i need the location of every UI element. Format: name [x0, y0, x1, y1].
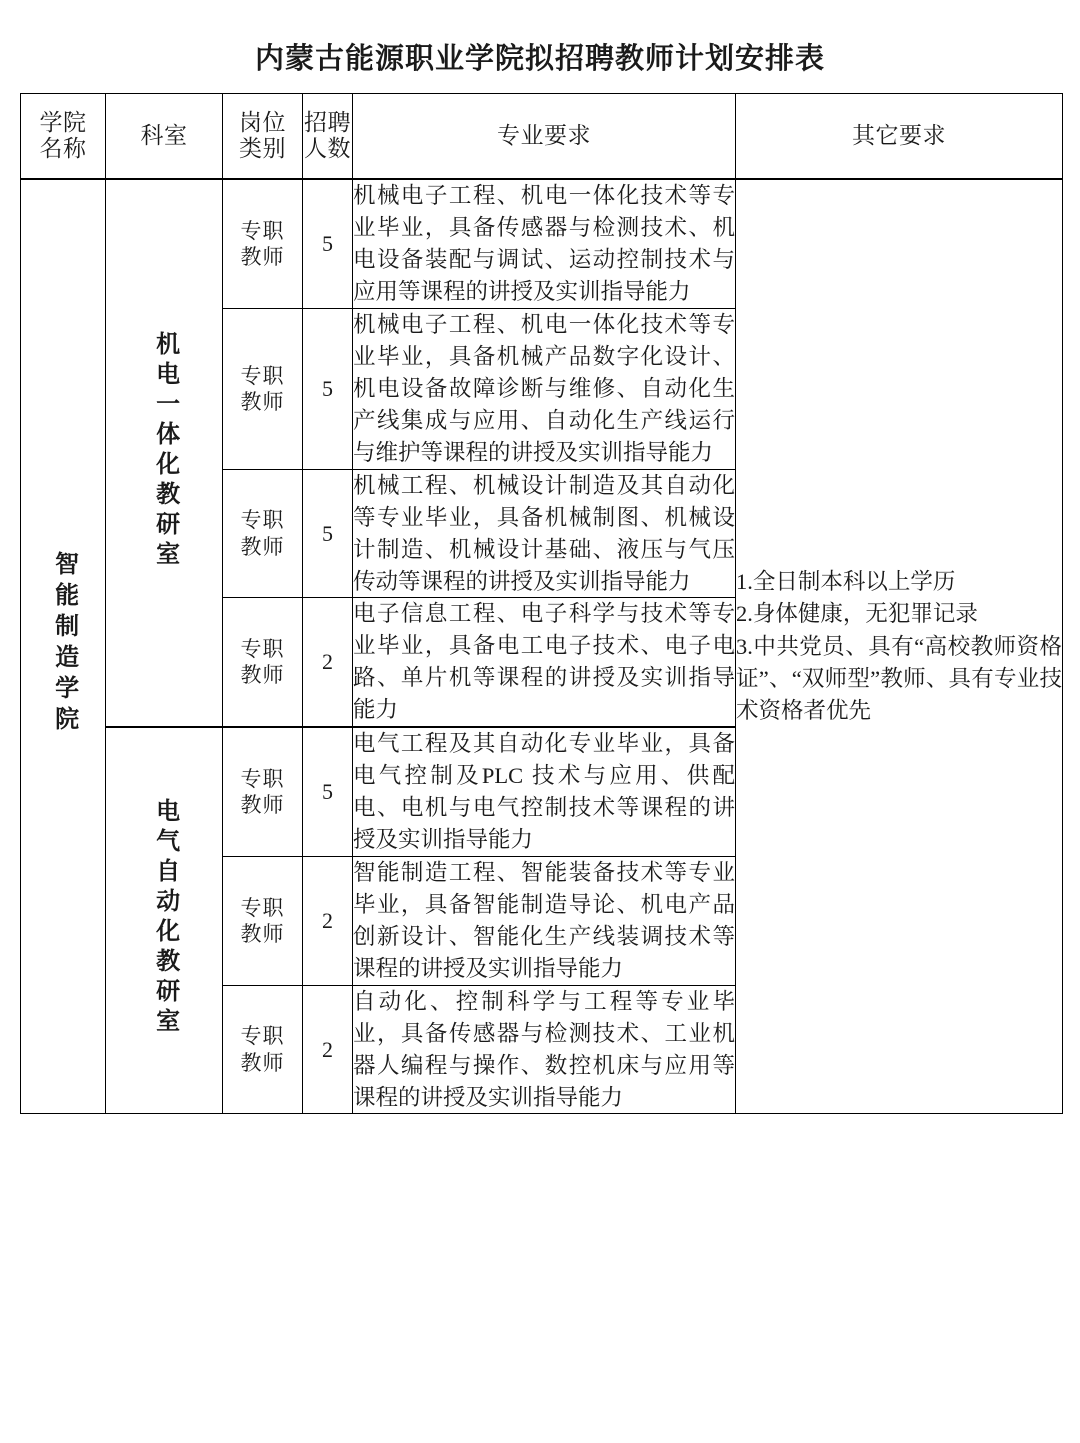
column-header-post-type	[223, 93, 303, 179]
cell-major-requirement: 机械工程、机械设计制造及其自动化等专业毕业，具备机械制图、机械设计制造、机械设计基础、液压与气压传动等课程的讲授及实训指导能力	[353, 469, 736, 598]
cell-post-type	[223, 309, 303, 470]
department-name-vertical-text: 电气自动化教研室	[151, 798, 178, 1039]
cell-post-type	[223, 598, 303, 727]
cell-other-requirement	[736, 179, 1063, 1114]
column-header-post-type-line2: 类别	[239, 136, 286, 162]
cell-post-type	[223, 727, 303, 856]
post-type-line2: 教师	[240, 921, 285, 946]
other-requirement-item-3: 3.中共党员、具有“高校教师资格证”、“双师型”教师、具有专业技术资格者优先	[736, 633, 1062, 724]
cell-headcount: 5	[303, 469, 353, 598]
post-type-line2: 教师	[240, 245, 285, 270]
post-type-line1: 专职	[240, 766, 285, 791]
column-header-department: 科室	[106, 93, 223, 179]
column-header-college	[21, 93, 106, 179]
cell-headcount: 2	[303, 856, 353, 985]
cell-department-mechatronics	[106, 179, 223, 727]
post-type-line1: 专职	[240, 895, 285, 920]
recruitment-plan-table-wrapper	[20, 93, 1062, 1115]
column-header-post-type-line1: 岗位	[239, 110, 286, 136]
cell-major-requirement: 智能制造工程、智能装备技术等专业毕业，具备智能制造导论、机电产品创新设计、智能化生产线装调技术等课程的讲授及实训指导能力	[353, 856, 736, 985]
post-type-line1: 专职	[240, 508, 285, 533]
cell-post-type	[223, 856, 303, 985]
post-type-line1: 专职	[240, 363, 285, 388]
other-requirement-item-1: 1.全日制本科以上学历	[736, 568, 956, 594]
recruitment-plan-table	[20, 93, 1063, 1115]
post-type-line2: 教师	[240, 389, 285, 414]
post-type-line1: 专职	[240, 1024, 285, 1049]
column-header-other-requirement: 其它要求	[736, 93, 1063, 179]
post-type-line1: 专职	[240, 637, 285, 662]
cell-post-type	[223, 985, 303, 1114]
column-header-headcount	[303, 93, 353, 179]
cell-headcount: 5	[303, 309, 353, 470]
other-requirement-item-2: 2.身体健康，无犯罪记录	[736, 601, 978, 627]
column-header-major-requirement: 专业要求	[353, 93, 736, 179]
post-type-line2: 教师	[240, 793, 285, 818]
cell-post-type	[223, 179, 303, 308]
cell-college-name	[21, 179, 106, 1114]
cell-major-requirement: 电气工程及其自动化专业毕业，具备电气控制及PLC 技术与应用、供配电、电机与电气控制技术等课程的讲授及实训指导能力	[353, 727, 736, 856]
column-header-headcount-line1: 招聘	[304, 110, 351, 136]
table-row	[21, 179, 1063, 308]
cell-major-requirement: 机械电子工程、机电一体化技术等专业毕业，具备传感器与检测技术、机电设备装配与调试、运动控制技术与应用等课程的讲授及实训指导能力	[353, 179, 736, 308]
page-title: 内蒙古能源职业学院拟招聘教师计划安排表	[254, 43, 825, 75]
post-type-line1: 专职	[240, 218, 285, 243]
cell-post-type	[223, 469, 303, 598]
cell-major-requirement: 机械电子工程、机电一体化技术等专业毕业，具备机械产品数字化设计、机电设备故障诊断与维修、自动化生产线集成与应用、自动化生产线运行与维护等课程的讲授及实训指导能力	[353, 309, 736, 470]
cell-major-requirement: 电子信息工程、电子科学与技术等专业毕业，具备电工电子技术、电子电路、单片机等课程的讲授及实训指导能力	[353, 598, 736, 727]
cell-headcount: 2	[303, 985, 353, 1114]
cell-headcount: 5	[303, 727, 353, 856]
post-type-line2: 教师	[240, 534, 285, 559]
cell-headcount: 5	[303, 179, 353, 308]
post-type-line2: 教师	[240, 663, 285, 688]
column-header-college-line1: 学院	[39, 110, 87, 136]
post-type-line2: 教师	[240, 1050, 285, 1075]
cell-department-electrical-automation	[106, 727, 223, 1114]
cell-major-requirement: 自动化、控制科学与工程等专业毕业，具备传感器与检测技术、工业机器人编程与操作、数控机床与应用等课程的讲授及实训指导能力	[353, 985, 736, 1114]
table-body	[21, 179, 1063, 1114]
cell-headcount: 2	[303, 598, 353, 727]
column-header-college-line2: 名称	[39, 136, 87, 162]
department-name-vertical-text: 机电一体化教研室	[151, 330, 178, 571]
column-header-headcount-line2: 人数	[304, 136, 351, 162]
college-name-vertical-text: 智能制造学院	[50, 551, 77, 738]
table-header-row	[21, 93, 1063, 179]
